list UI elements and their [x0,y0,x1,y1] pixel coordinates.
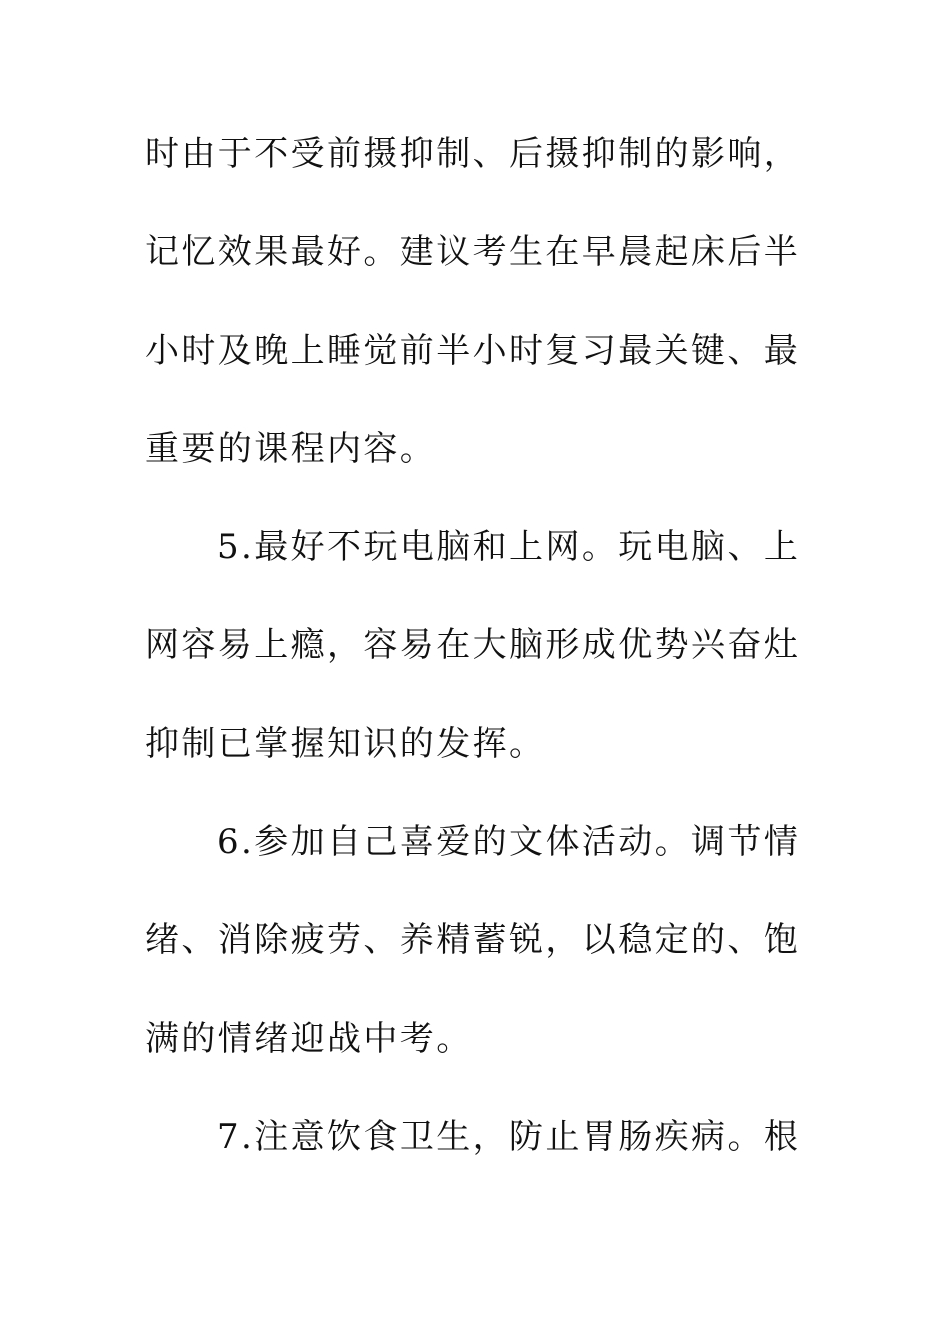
text-line: 满的情绪迎战中考。 [145,1018,473,1059]
text-line: 绪、消除疲劳、养精蓄锐，以稳定的、饱 [145,920,801,961]
list-item-6-start: 6.参加自己喜爱的文体活动。调节情 [217,822,801,863]
text-line: 时由于不受前摄抑制、后摄抑制的影响， [145,134,801,174]
list-item-5-start: 5.最好不玩电脑和上网。玩电脑、上 [217,527,801,568]
text-line: 抑制已掌握知识的发挥。 [145,723,546,764]
text-line: 记忆效果最好。建议考生在早晨起床后半 [145,232,801,273]
text-line: 网容易上瘾，容易在大脑形成优势兴奋灶 [145,625,801,666]
text-line: 小时及晚上睡觉前半小时复习最关键、最 [145,330,801,371]
body-text [145,128,807,1209]
text-line: 重要的课程内容。 [145,428,437,469]
list-item-7-start: 7.注意饮食卫生，防止胃肠疾病。根 [217,1116,801,1157]
